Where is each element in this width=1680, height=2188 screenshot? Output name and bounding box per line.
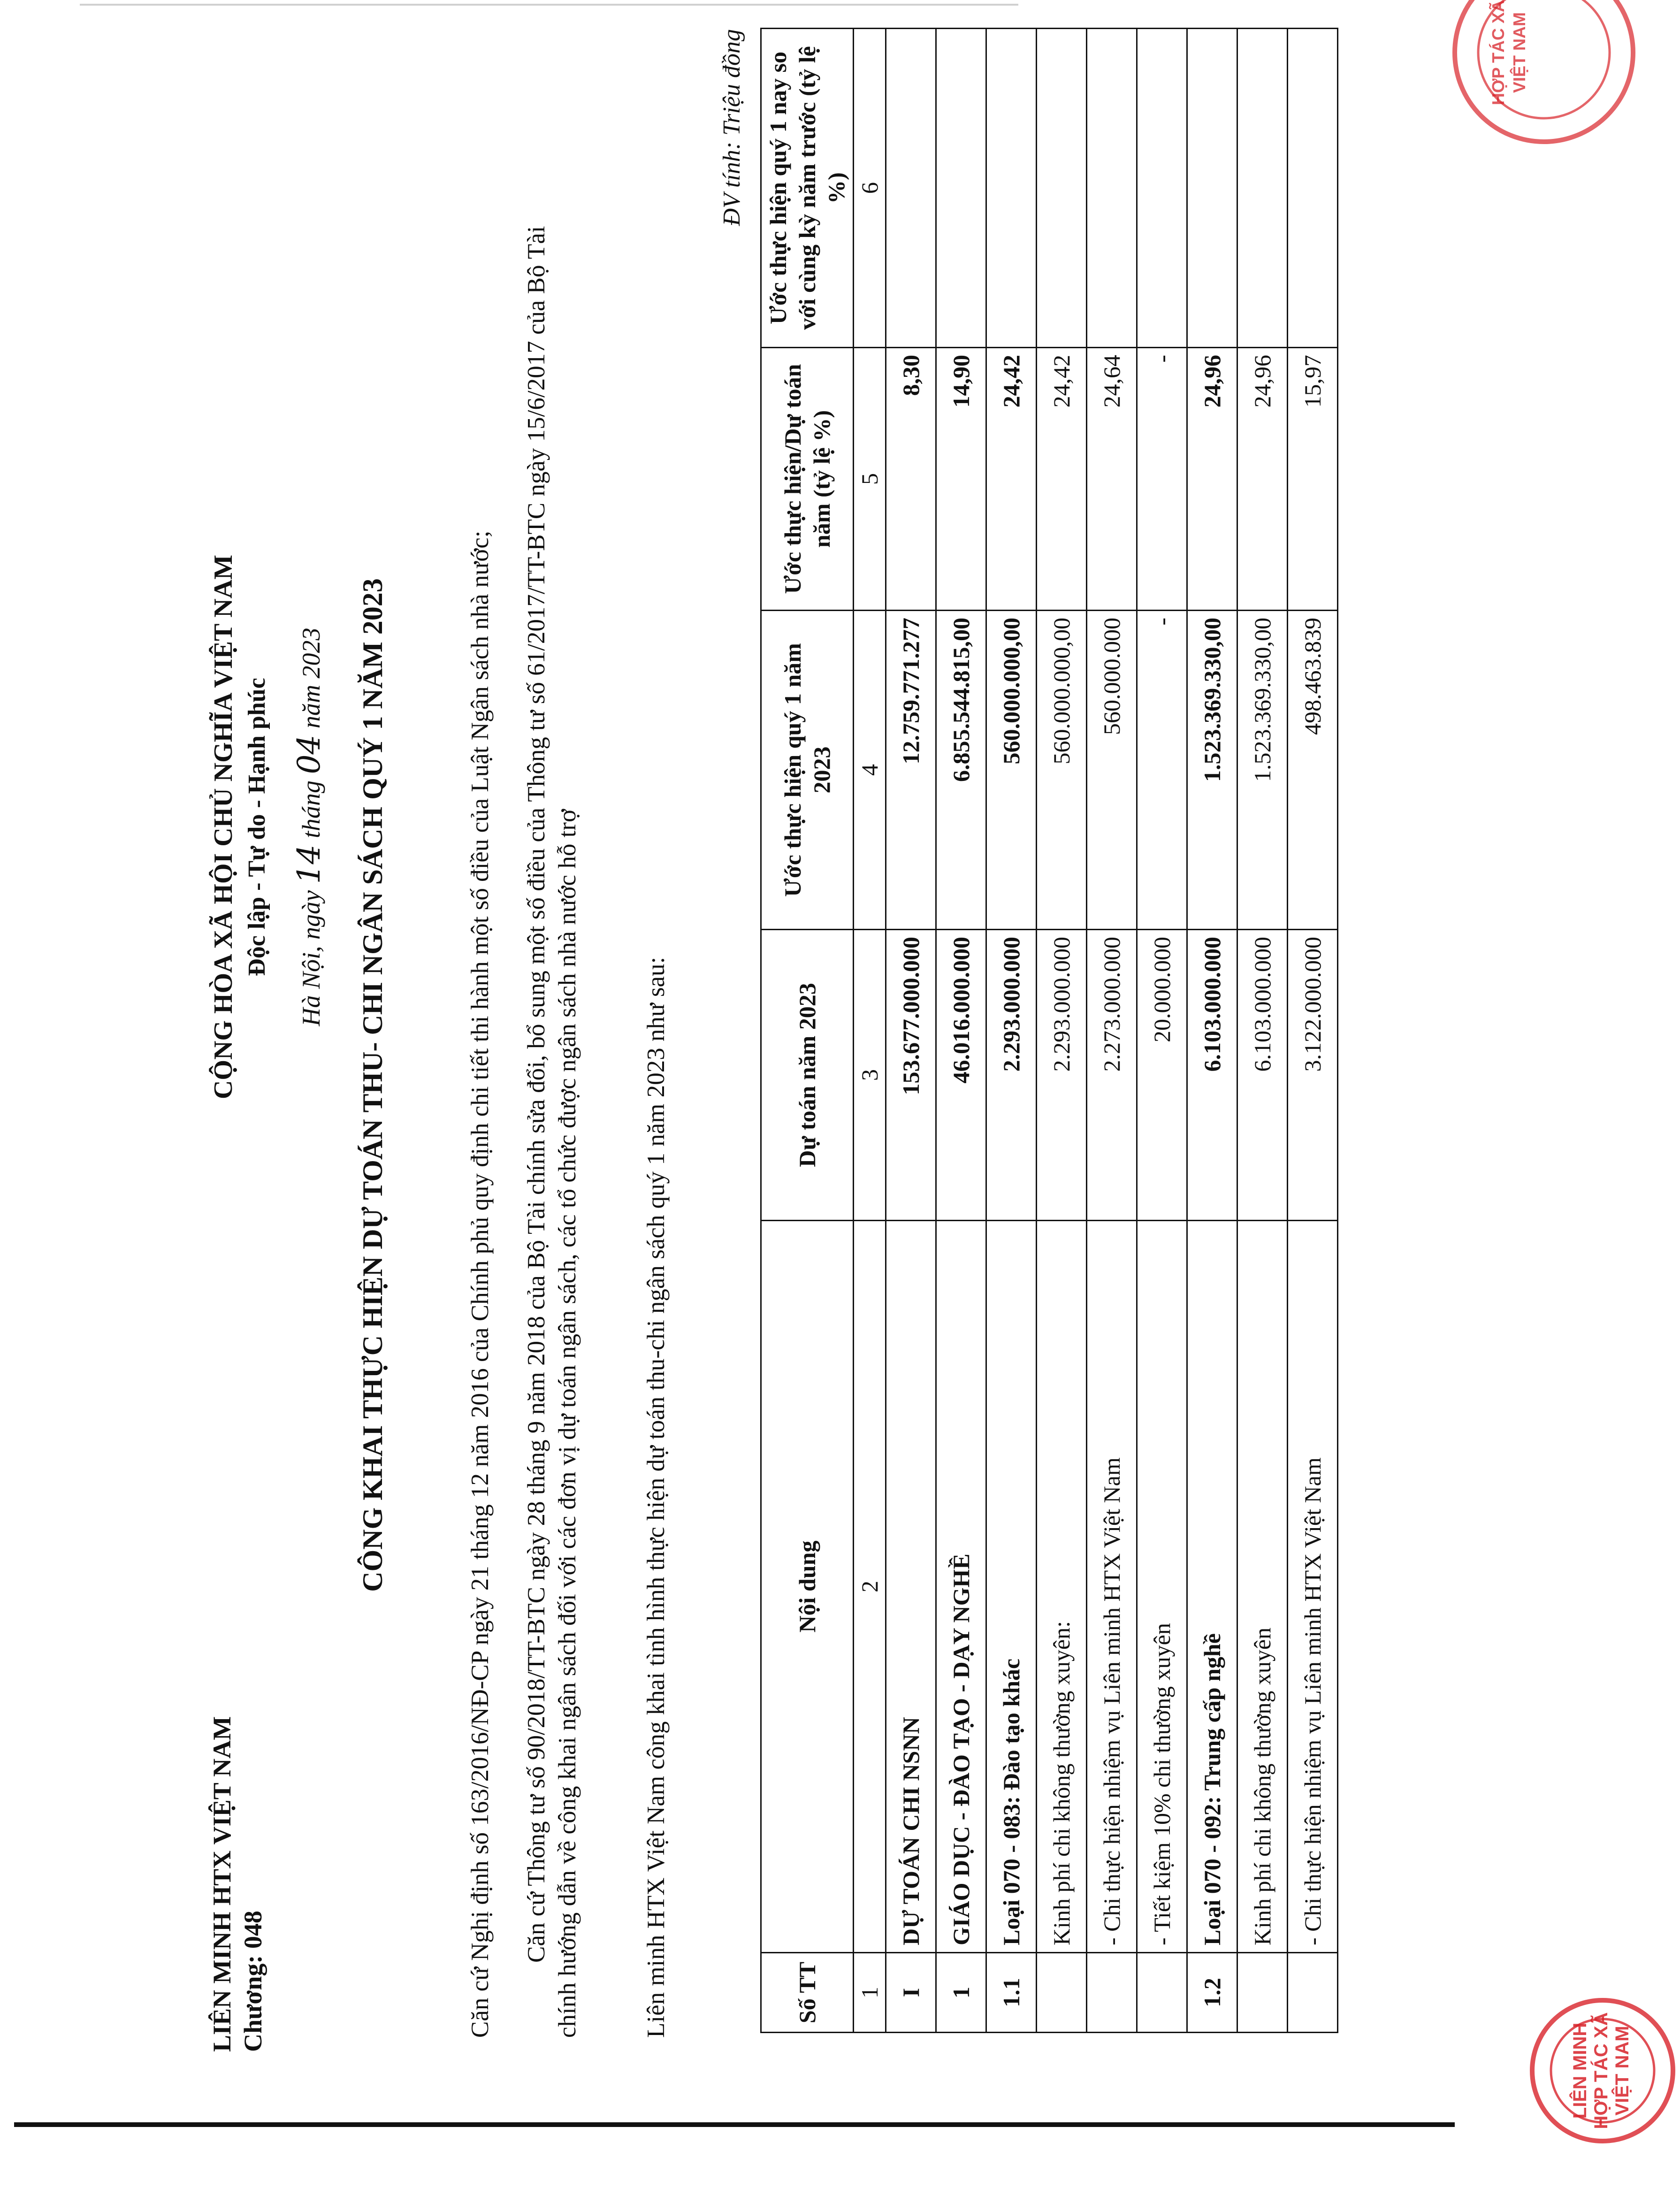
country-name: CỘNG HÒA XÃ HỘI CHỦ NGHĨA VIỆT NAM <box>209 554 238 1100</box>
partial-seal-stamp <box>1403 0 1544 170</box>
column-index: 3 <box>854 930 886 1221</box>
row-content: GIÁO DỤC - ĐÀO TẠO - DẠY NGHỀ <box>936 1221 986 1953</box>
row-ratio-year: 14,90 <box>936 348 986 611</box>
column-index: 1 <box>854 1953 886 2033</box>
table-row <box>1237 29 1288 2033</box>
row-content: - Tiết kiệm 10% chi thường xuyên <box>1137 1221 1187 1953</box>
row-estimate: 560.000.000,00 <box>986 611 1037 930</box>
row-stt: I <box>886 1953 936 2033</box>
header-ratio-prev: Ước thực hiện quý 1 nay so với cùng kỳ năm trước (tỷ lệ %) <box>761 29 854 348</box>
place-date <box>291 405 327 1249</box>
table-row <box>936 29 986 2033</box>
row-ratio-prev <box>1237 29 1288 348</box>
national-motto: Độc lập - Tự do - Hạnh phúc <box>244 678 270 976</box>
date-prefix: Hà Nội, ngày <box>297 890 325 1026</box>
row-ratio-year: 24,64 <box>1087 348 1137 611</box>
row-ratio-year: - <box>1137 348 1187 611</box>
budget-table <box>760 28 1338 2033</box>
table-row <box>1037 29 1087 2033</box>
row-budget: 2.273.000.000 <box>1087 930 1137 1221</box>
svg-text:LIÊN MINH: LIÊN MINH <box>1570 2022 1590 2119</box>
svg-text:VIỆT NAM: VIỆT NAM <box>1510 12 1529 93</box>
date-month-label: tháng <box>297 780 325 839</box>
row-ratio-year: 24,42 <box>1037 348 1087 611</box>
row-stt <box>1037 1953 1087 2033</box>
date-year: năm 2023 <box>297 627 325 729</box>
row-estimate: 12.759.771.277 <box>886 611 936 930</box>
row-stt: 1 <box>936 1953 986 2033</box>
row-ratio-year: 24,42 <box>986 348 1037 611</box>
svg-text:HỢP TÁC XÃ: HỢP TÁC XÃ <box>1489 0 1508 106</box>
binding-edge-rule <box>14 2122 1455 2127</box>
row-stt: 1.2 <box>1187 1953 1237 2033</box>
row-budget: 46.016.000.000 <box>936 930 986 1221</box>
table-row <box>1187 29 1237 2033</box>
scan-edge-line <box>80 4 1018 6</box>
header-budget: Dự toán năm 2023 <box>761 930 854 1221</box>
org-name: LIÊN MINH HTX VIỆT NAM <box>208 1716 236 2052</box>
row-estimate: 1.523.369.330,00 <box>1187 611 1237 930</box>
column-index: 5 <box>854 348 886 611</box>
header-content: Nội dung <box>761 1221 854 1953</box>
row-content: Loại 070 - 092: Trung cấp nghề <box>1187 1221 1237 1953</box>
date-month: 04 <box>291 734 327 774</box>
column-index: 4 <box>854 611 886 930</box>
row-ratio-year: 24,96 <box>1187 348 1237 611</box>
row-estimate: 498.463.839 <box>1288 611 1338 930</box>
header-stt: Số TT <box>761 1953 854 2033</box>
row-budget: 20.000.000 <box>1137 930 1187 1221</box>
row-ratio-prev <box>1037 29 1087 348</box>
chapter-number: Chương: 048 <box>239 1911 267 2052</box>
header-ratio-year: Ước thực hiện/Dự toán năm (tỷ lệ %) <box>761 348 854 611</box>
column-index-row <box>854 29 886 2033</box>
column-index: 2 <box>854 1221 886 1953</box>
document-title: CÔNG KHAI THỰC HIỆN DỰ TOÁN THU- CHI NGÂN SÁCH QUÝ 1 NĂM 2023 <box>357 578 388 1592</box>
row-ratio-prev <box>986 29 1037 348</box>
svg-text:VIỆT NAM: VIỆT NAM <box>1612 2026 1633 2116</box>
row-ratio-year: 8,30 <box>886 348 936 611</box>
row-content: - Chi thực hiện nhiệm vụ Liên minh HTX Việt Nam <box>1087 1221 1137 1953</box>
row-budget: 153.677.000.000 <box>886 930 936 1221</box>
row-estimate: 560.000.000,00 <box>1037 611 1087 930</box>
row-ratio-prev <box>936 29 986 348</box>
svg-text:HỢP TÁC XÃ: HỢP TÁC XÃ <box>1591 2012 1611 2129</box>
date-day: 14 <box>291 844 327 884</box>
row-content: Kinh phí chi không thường xuyên <box>1237 1221 1288 1953</box>
table-row <box>1288 29 1338 2033</box>
row-stt <box>1137 1953 1187 2033</box>
row-stt <box>1237 1953 1288 2033</box>
intro-statement: Liên minh HTX Việt Nam công khai tình hình thực hiện dự toán thu-chi ngân sách quý 1 năm 2023 như sau: <box>642 956 670 2038</box>
header-estimate: Ước thực hiện quý 1 năm 2023 <box>761 611 854 930</box>
row-estimate: 6.855.544.815,00 <box>936 611 986 930</box>
unit-label: ĐV tính: Triệu đồng <box>718 29 745 226</box>
row-ratio-prev <box>1137 29 1187 348</box>
table-row <box>886 29 936 2033</box>
row-budget: 6.103.000.000 <box>1187 930 1237 1221</box>
row-stt <box>1288 1953 1338 2033</box>
table-row <box>1137 29 1187 2033</box>
row-stt: 1.1 <box>986 1953 1037 2033</box>
legal-basis-circular: Căn cứ Thông tư số 90/2018/TT-BTC ngày 28 tháng 9 năm 2018 của Bộ Tài chính sửa đổi, bổ sung một số điều của Thông tư số 61/2017/TT-BTC ngày 15/6/2017 của Bộ Tài chính hướng dẫn về công khai ngân sách đối với các đơn vị dự toán ngân sách, các tổ chức được ngân sách nhà nước hỗ trợ <box>523 226 581 2038</box>
row-ratio-prev <box>1288 29 1338 348</box>
row-content: Kinh phí chi không thường xuyên: <box>1037 1221 1087 1953</box>
column-index: 6 <box>854 29 886 348</box>
organization-block <box>206 1716 268 2052</box>
row-budget: 2.293.000.000 <box>986 930 1037 1221</box>
table-header-row <box>761 29 854 2033</box>
table-row <box>1087 29 1137 2033</box>
row-content: Loại 070 - 083: Đào tạo khác <box>986 1221 1037 1953</box>
row-budget: 6.103.000.000 <box>1237 930 1288 1221</box>
row-content: DỰ TOÁN CHI NSNN <box>886 1221 936 1953</box>
row-content: - Chi thực hiện nhiệm vụ Liên minh HTX Việt Nam <box>1288 1221 1338 1953</box>
organization-seal-stamp <box>1525 1981 1680 2160</box>
row-estimate: 1.523.369.330,00 <box>1237 611 1288 930</box>
row-budget: 2.293.000.000 <box>1037 930 1087 1221</box>
row-ratio-year: 24,96 <box>1237 348 1288 611</box>
row-stt <box>1087 1953 1137 2033</box>
row-ratio-year: 15,97 <box>1288 348 1338 611</box>
row-ratio-prev <box>1087 29 1137 348</box>
national-heading <box>206 405 274 1249</box>
legal-basis-decree: Căn cứ Nghị định số 163/2016/NĐ-CP ngày 21 tháng 12 năm 2016 của Chính phủ quy định chi tiết thi hành một số điều của Luật Ngân sách nhà nước; <box>466 530 494 2038</box>
row-budget: 3.122.000.000 <box>1288 930 1338 1221</box>
row-estimate: - <box>1137 611 1187 930</box>
row-ratio-prev <box>886 29 936 348</box>
row-ratio-prev <box>1187 29 1237 348</box>
row-estimate: 560.000.000 <box>1087 611 1137 930</box>
table-row <box>986 29 1037 2033</box>
